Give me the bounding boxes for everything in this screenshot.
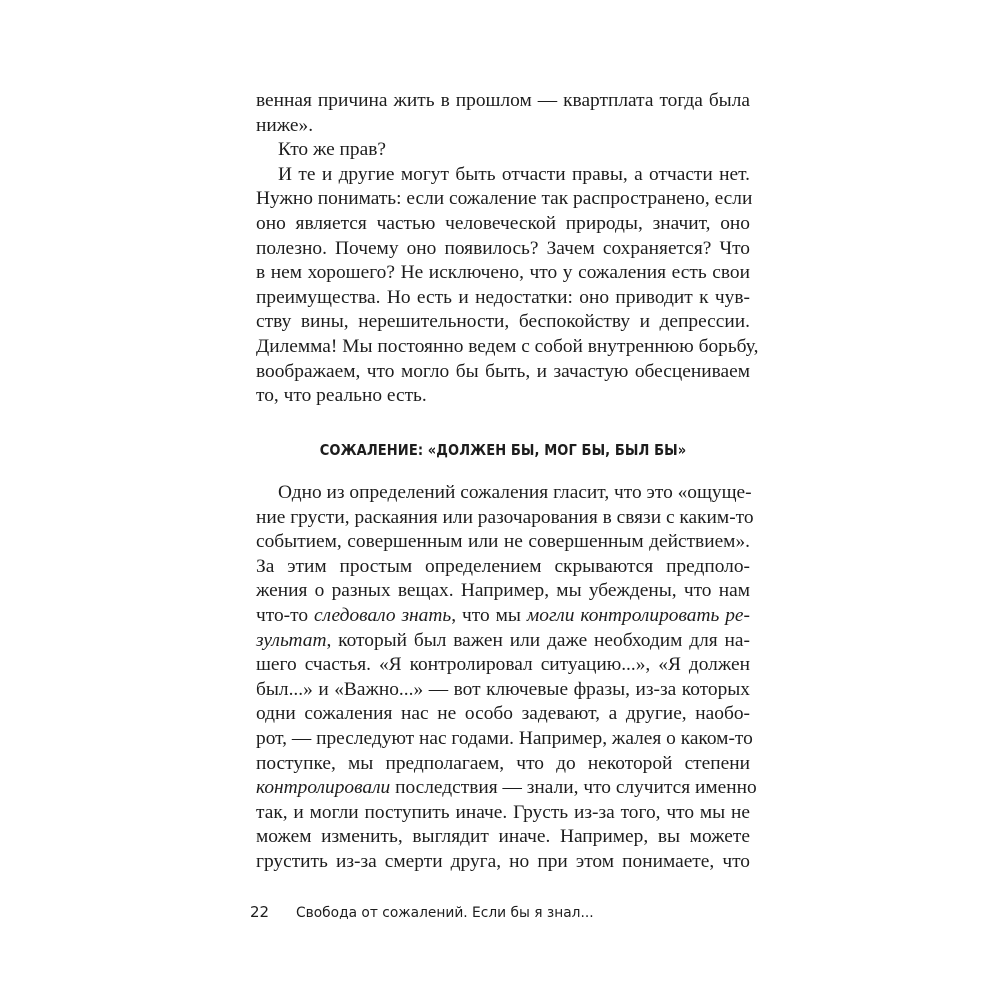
text-line: можем изменить, выглядит иначе. Например, вы можете <box>256 826 750 848</box>
text-line: венная причина жить в прошлом — квартплата тогда была <box>256 90 750 111</box>
paragraphs-top <box>256 89 759 409</box>
italic-run: контролировали <box>256 777 391 799</box>
paragraph-body <box>256 481 757 875</box>
text-line <box>256 629 750 654</box>
italic-run: следовало знать <box>314 604 452 626</box>
page-number: 22 <box>250 903 270 921</box>
page-footer <box>250 903 609 921</box>
text-line: Нужно понимать: если сожаление так распространено, если <box>256 188 753 210</box>
text-run: , что мы <box>451 604 527 626</box>
text-run: последствия — знали, что случится именно <box>390 777 757 799</box>
text-line: в нем хорошего? Не исключено, что у сожаления есть свои <box>256 262 750 284</box>
running-head: Свобода от сожалений. Если бы я знал... <box>295 905 594 921</box>
text-run: что-то <box>256 604 314 626</box>
text-line: полезно. Почему оно появилось? Зачем сохраняется? Что <box>256 237 750 259</box>
text-line: Кто же прав? <box>278 139 386 161</box>
text-line: так, и могли поступить иначе. Грусть из-за того, что мы не <box>256 801 750 823</box>
text-line: был...» и «Важно...» — вот ключевые фразы, из-за которых <box>256 678 750 700</box>
text-line: воображаем, что могло бы быть, и зачастую обесцениваем <box>256 360 750 382</box>
text-line: то, что реально есть. <box>256 385 427 407</box>
text-line <box>256 604 750 629</box>
text-line: событием, совершенным или не совершенным действием». <box>256 531 750 553</box>
text-line: ству вины, нерешительности, беспокойству и депрессии. <box>256 311 750 333</box>
italic-run: могли контролировать ре- <box>526 604 750 626</box>
text-run: , который был важен или даже необходим для на- <box>326 629 750 651</box>
text-line: шего счастья. «Я контролировал ситуацию...», «Я должен <box>256 654 750 676</box>
text-line: преимущества. Но есть и недостатки: оно приводит к чув- <box>256 286 750 308</box>
section-heading: СОЖАЛЕНИЕ: «ДОЛЖЕН БЫ, МОГ БЫ, БЫЛ БЫ» <box>319 441 687 459</box>
text-line: поступке, мы предполагаем, что до некоторой степени <box>256 752 750 774</box>
text-line: ние грусти, раскаяния или разочарования в связи с каким-то <box>256 506 754 528</box>
text-line: Одно из определений сожаления гласит, что это «ощуще- <box>278 482 752 503</box>
text-line: одни сожаления нас не особо задевают, а другие, наобо- <box>256 703 750 725</box>
text-line: ниже». <box>256 114 314 136</box>
italic-run: зультат <box>256 629 327 651</box>
text-line: грустить из-за смерти друга, но при этом понимаете, что <box>256 850 750 872</box>
text-line: рот, — преследуют нас годами. Например, жалея о каком-то <box>256 727 753 749</box>
text-line <box>256 776 757 801</box>
text-line: И те и другие могут быть отчасти правы, а отчасти нет. <box>278 163 750 185</box>
text-line: оно является частью человеческой природы, значит, оно <box>256 212 750 234</box>
text-line: Дилемма! Мы постоянно ведем с собой внутреннюю борьбу, <box>256 335 759 357</box>
text-line: За этим простым определением скрываются предполо- <box>256 555 750 577</box>
text-line: жения о разных вещах. Например, мы убеждены, что нам <box>256 580 750 602</box>
